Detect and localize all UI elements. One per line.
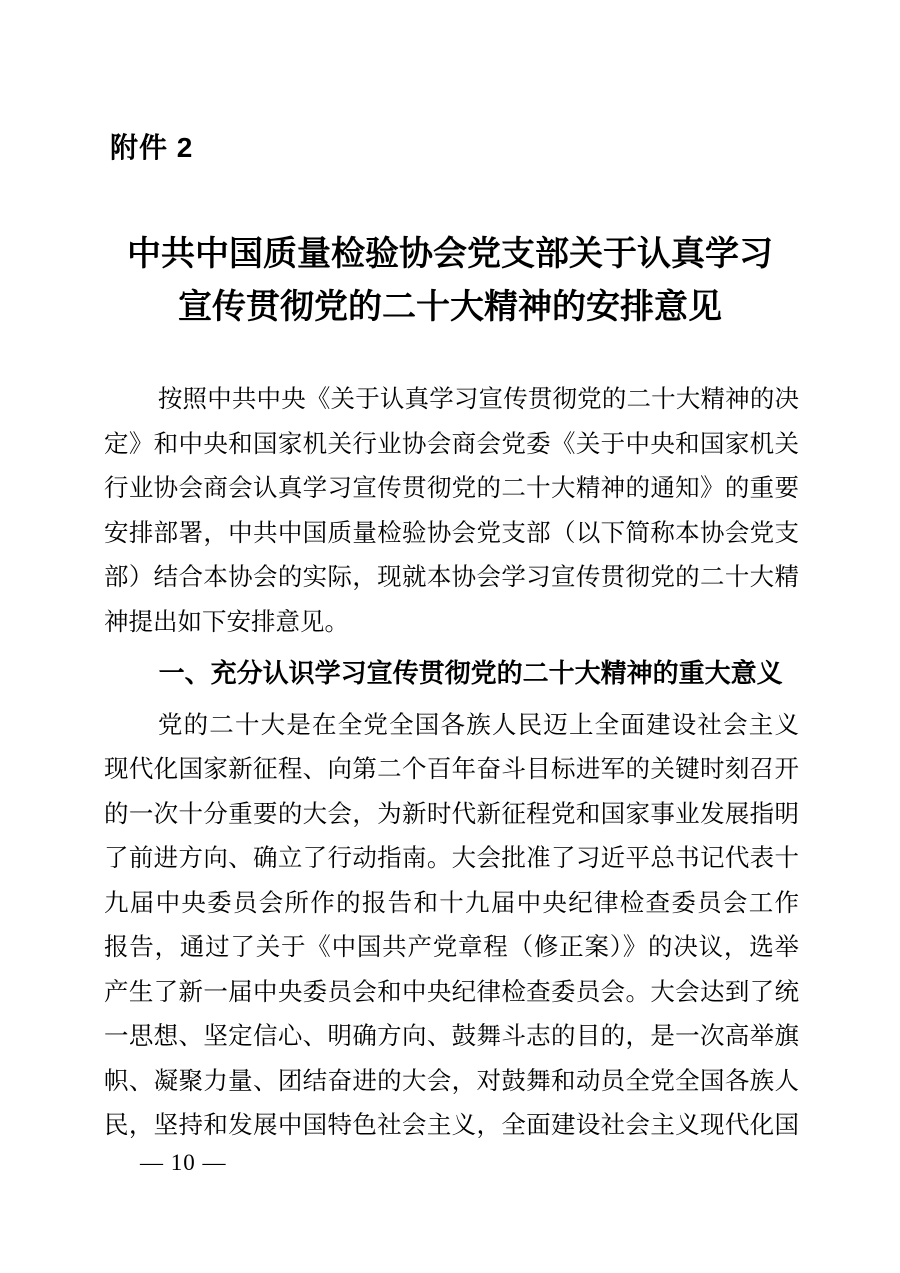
paragraph-line: 九届中央委员会所作的报告和十九届中央纪律检查委员会工作	[104, 889, 799, 917]
paragraph-line: 行业协会商会认真学习宣传贯彻党的二十大精神的通知》的重要	[104, 475, 799, 502]
paragraph-line: 现代化国家新征程、向第二个百年奋斗目标进军的关键时刻召开	[104, 756, 799, 783]
document-title-line-2: 宣传贯彻党的二十大精神的安排意见	[178, 289, 722, 326]
paragraph-line: 一思想、坚定信心、明确方向、鼓舞斗志的目的，是一次高举旗	[104, 1023, 799, 1050]
paragraph-line: 党的二十大是在全党全国各族人民迈上全面建设社会主义	[157, 711, 799, 739]
paragraph-line: 了前进方向、确立了行动指南。大会批准了习近平总书记代表十	[104, 845, 799, 872]
document-title	[0, 228, 900, 334]
paragraph-line: 民，坚持和发展中国特色社会主义，全面建设社会主义现代化国	[104, 1112, 799, 1139]
paragraph-line: 的一次十分重要的大会，为新时代新征程党和国家事业发展指明	[104, 800, 799, 828]
paragraph-line: 部）结合本协会的实际，现就本协会学习宣传贯彻党的二十大精	[104, 564, 799, 591]
section-1-heading: 一、充分认识学习宣传贯彻党的二十大精神的重大意义	[158, 658, 783, 688]
document-body	[104, 378, 799, 1149]
attachment-label: 附件 2	[110, 132, 194, 163]
paragraph-line: 报告，通过了关于《中国共产党章程（修正案）》的决议，选举	[104, 934, 799, 961]
page-number: — 10 —	[140, 1150, 227, 1175]
paragraph-2	[104, 704, 799, 1149]
paragraph-1	[104, 378, 799, 645]
paragraph-line: 神提出如下安排意见。	[104, 608, 349, 636]
document-title-line-1: 中共中国质量检验协会党支部关于认真学习	[127, 236, 773, 273]
paragraph-line: 定》和中央和国家机关行业协会商会党委《关于中央和国家机关	[104, 430, 799, 458]
paragraph-line: 按照中共中央《关于认真学习宣传贯彻党的二十大精神的决	[157, 386, 799, 413]
paragraph-line: 安排部署，中共中国质量检验协会党支部（以下简称本协会党支	[104, 519, 799, 547]
paragraph-line: 帜、凝聚力量、团结奋进的大会，对鼓舞和动员全党全国各族人	[104, 1067, 799, 1095]
paragraph-line: 产生了新一届中央委员会和中央纪律检查委员会。大会达到了统	[104, 978, 799, 1006]
